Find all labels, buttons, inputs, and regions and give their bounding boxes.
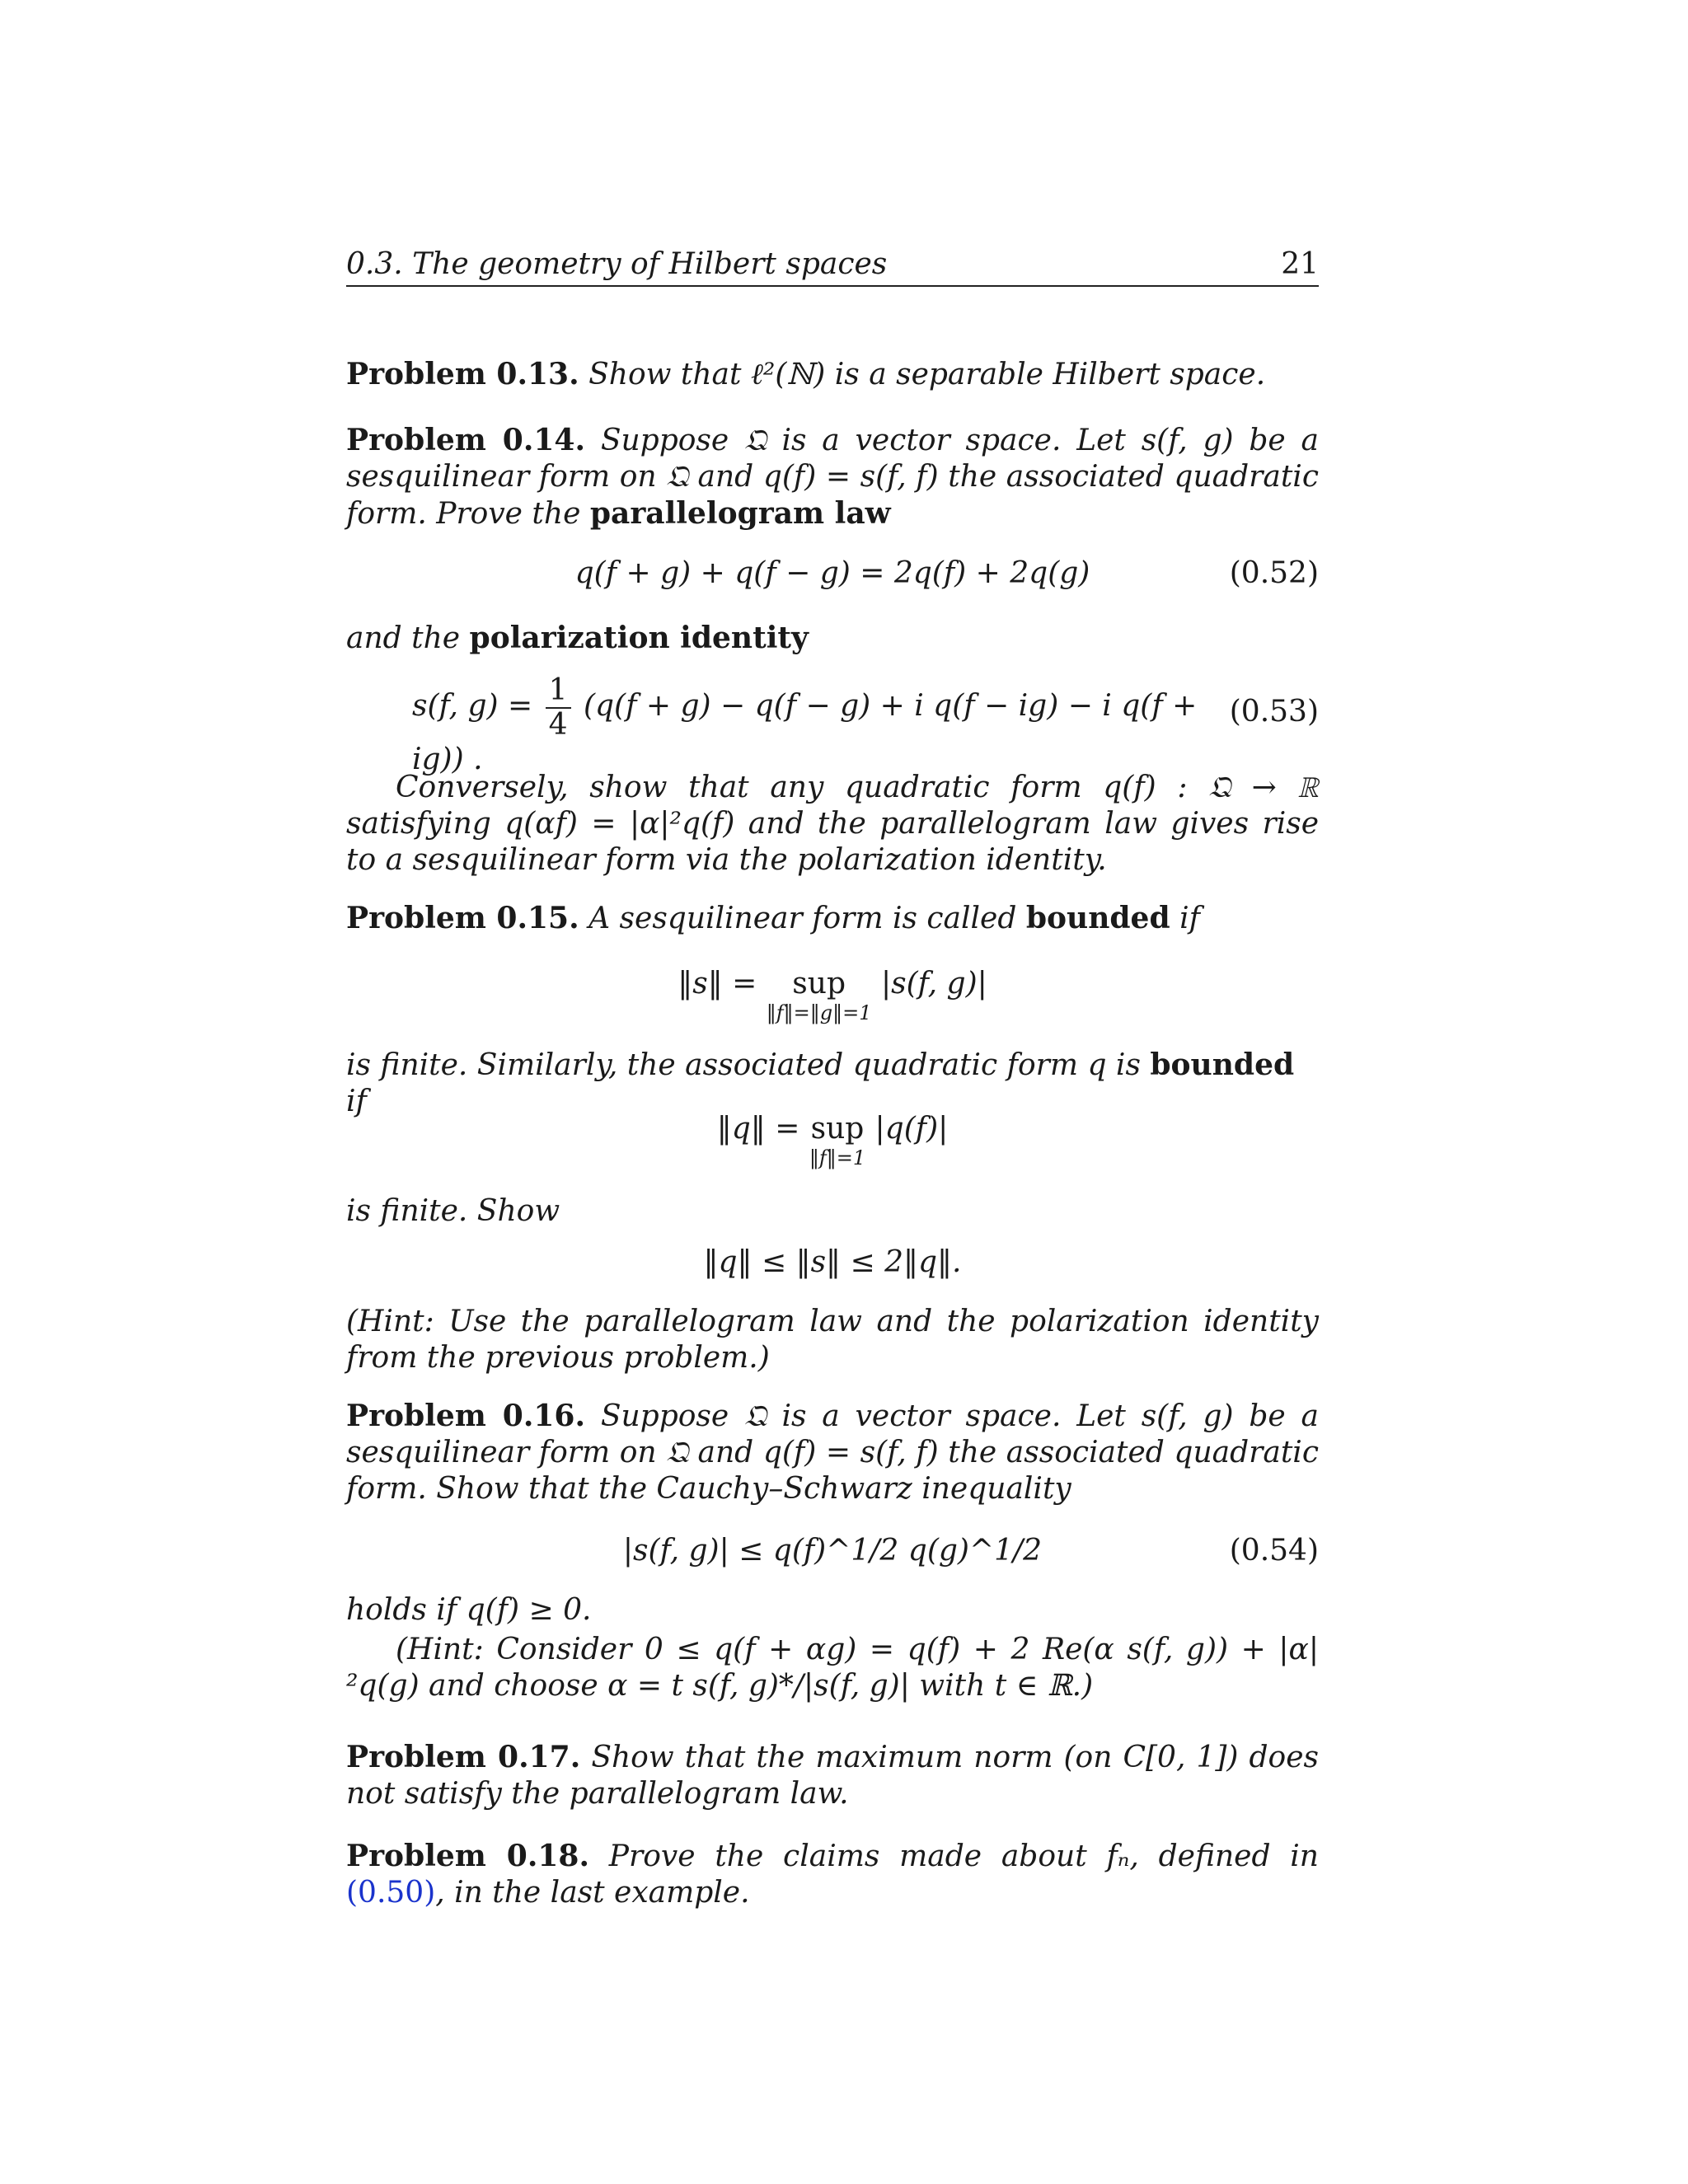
equation-0-54 — [346, 1533, 1319, 1569]
equation-norm-q — [346, 1111, 1319, 1169]
problem-text: Suppose 𝔔 is a vector space. Let s(f, g) be a sesquilinear form on 𝔔 and q(f) = s(f, f) the associated quadratic form. Prove the — [346, 424, 1319, 531]
sup-subscript: ‖f‖=‖g‖=1 — [766, 1001, 872, 1024]
problem-text: Suppose 𝔔 is a vector space. Let s(f, g) be a sesquilinear form on 𝔔 and q(f) = s(f, f) the associated quadratic form. Show that the Cauchy–Schwarz inequality — [346, 1399, 1319, 1506]
paragraph-text: Conversely, show that any quadratic form q(f) : 𝔔 → ℝ satisfying q(αf) = |α|²q(f) and the parallelogram law gives rise to a sesquilinear form via the polarization identity. — [346, 771, 1319, 877]
problem-0-16 — [346, 1398, 1319, 1507]
term-polarization-identity: polarization identity — [469, 621, 809, 655]
equation-0-53 — [412, 674, 1236, 778]
equation-right: |q(f)| — [874, 1112, 949, 1146]
equation-norm-inequality — [346, 1244, 1319, 1281]
holds-if — [346, 1592, 1319, 1629]
paragraph-text-end: if — [346, 1085, 367, 1118]
problem-label: Problem 0.14. — [346, 423, 585, 457]
problem-label: Problem 0.13. — [346, 357, 579, 391]
problem-0-13 — [346, 356, 1319, 393]
equation-body: q(f + g) + q(f − g) = 2q(f) + 2q(g) — [574, 556, 1090, 590]
problem-label: Problem 0.15. — [346, 901, 579, 935]
equation-left: s(f, g) = — [412, 689, 533, 723]
page-number: 21 — [1281, 247, 1319, 281]
problem-text: Show that ℓ²(ℕ) is a separable Hilbert space. — [588, 358, 1266, 391]
problem-0-15 — [346, 900, 1319, 937]
sup-operator — [809, 1111, 865, 1169]
paragraph-text: is finite. Show — [346, 1194, 560, 1228]
sup-operator — [767, 966, 872, 1024]
paragraph-text: is finite. Similarly, the associated quadratic form q is — [346, 1048, 1141, 1082]
problem-text: Show that the maximum norm (on C[0, 1]) does not satisfy the parallelogram law. — [346, 1741, 1319, 1811]
running-title: 0.3. The geometry of Hilbert spaces — [346, 247, 888, 281]
problem-0-14 — [346, 422, 1319, 532]
problem-text-end: , in the last example. — [435, 1876, 750, 1910]
equation-left: ‖s‖ = — [678, 967, 757, 1001]
problem-0-18 — [346, 1838, 1319, 1911]
problem-label: Problem 0.16. — [346, 1399, 585, 1433]
intro-text: and the — [346, 621, 461, 655]
sup-word: sup — [810, 1112, 865, 1146]
problem-0-17 — [346, 1739, 1319, 1812]
equation-number: (0.54) — [1229, 1534, 1319, 1568]
equation-number: (0.53) — [1229, 695, 1319, 729]
equation-norm-s — [346, 966, 1319, 1024]
similarly-paragraph — [346, 1047, 1319, 1120]
equation-number: (0.52) — [1229, 556, 1319, 590]
hint-text: (Hint: Consider 0 ≤ q(f + αg) = q(f) + 2 Re(α s(f, g)) + |α|²q(g) and choose α = t s(f, g)*/|s(f, g)| with t ∈ ℝ.) — [346, 1633, 1319, 1703]
fraction-denominator: 4 — [548, 708, 568, 742]
equation-body: ‖q‖ ≤ ‖s‖ ≤ 2‖q‖. — [703, 1245, 962, 1279]
problem-label: Problem 0.18. — [346, 1839, 589, 1873]
equation-body: |s(f, g)| ≤ q(f)^1/2 q(g)^1/2 — [622, 1534, 1043, 1568]
equation-right: (q(f + g) − q(f − g) + i q(f − ig) − i q(f + ig)) . — [412, 689, 1198, 776]
term-bounded: bounded — [1025, 901, 1170, 935]
problem-label: Problem 0.17. — [346, 1740, 581, 1774]
paragraph-text: holds if q(f) ≥ 0. — [346, 1593, 592, 1627]
problem-text: A sesquilinear form is called — [588, 902, 1017, 935]
sup-word: sup — [792, 967, 846, 1001]
term-parallelogram-law: parallelogram law — [589, 496, 891, 531]
equation-0-52 — [346, 555, 1319, 592]
fraction-one-quarter — [546, 674, 571, 742]
sup-subscript: ‖f‖=1 — [809, 1146, 866, 1169]
polarization-intro — [346, 620, 1319, 657]
hint-0-15 — [346, 1304, 1319, 1376]
hint-0-16 — [346, 1632, 1319, 1704]
conversely-paragraph — [346, 770, 1319, 879]
problem-text-end: if — [1179, 902, 1200, 935]
equation-reference-link[interactable]: (0.50) — [346, 1876, 436, 1910]
running-header — [346, 244, 1319, 287]
hint-text: (Hint: Use the parallelogram law and the polarization identity from the previous problem.) — [346, 1305, 1319, 1375]
problem-text: Prove the claims made about fₙ, defined in — [608, 1840, 1319, 1873]
equation-right: |s(f, g)| — [880, 967, 987, 1001]
term-bounded: bounded — [1150, 1047, 1295, 1082]
equation-left: ‖q‖ = — [716, 1112, 800, 1146]
fraction-numerator: 1 — [546, 674, 571, 709]
is-finite-show — [346, 1193, 1319, 1230]
